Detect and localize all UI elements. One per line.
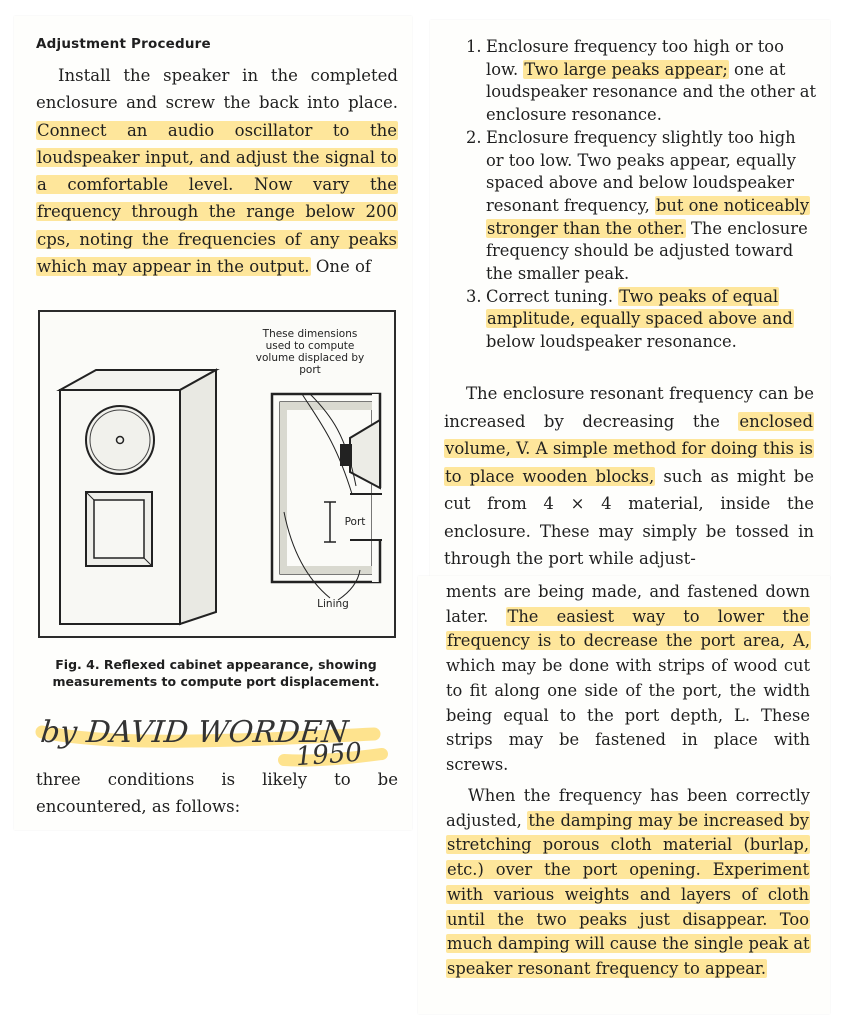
damping-text: When the frequency has been correctly adjusted, xyxy=(446,786,810,830)
volume-paragraph xyxy=(444,380,814,573)
figure-caption: Fig. 4. Reflexed cabinet appearance, showing measurements to compute port displacement. xyxy=(52,657,380,689)
left-clipping xyxy=(14,16,412,830)
area-text: ments are being made, and fastened down later. xyxy=(446,582,810,626)
intro-plain-start: Install the speaker in the completed enclosure and screw the back into place. xyxy=(36,66,398,113)
area-highlight: The easiest way to lower the frequency is to decrease the port area, A, xyxy=(447,606,810,651)
conditions-list xyxy=(466,36,816,354)
list-highlight: Two large peaks appear; xyxy=(524,59,728,79)
dimension-note: These dimensions used to compute volume displaced by port xyxy=(255,328,365,376)
intro-highlight: Connect an audio oscillator to the loudspeaker input, and adjust the signal to a comfortable level. Now vary the frequency through the range below 200 cps, noting the frequencies of any peaks which may appear in the output. xyxy=(37,120,397,277)
list-highlight: Two peaks of equal amplitude, equally spaced above and xyxy=(487,286,793,329)
list-item xyxy=(466,36,816,127)
list-highlight: but one noticeably stronger than the other. xyxy=(487,195,810,238)
cabinet-figure xyxy=(38,310,396,638)
list-text: Enclosure frequency slightly too high or too low. Two peaks appear, equally spaced above and below loudspeaker resonant frequency, xyxy=(486,127,796,215)
list-number: 3. xyxy=(466,286,482,306)
damping-paragraph xyxy=(446,784,810,982)
list-text-end: The enclosure frequency should be adjusted toward the smaller peak. xyxy=(486,218,808,284)
list-text-end: one at loudspeaker resonance and the other at enclosure resonance. xyxy=(486,59,816,125)
list-number: 1. xyxy=(466,37,482,56)
intro-paragraph xyxy=(36,62,398,280)
area-text-end: which may be done with strips of wood cut to fit along one side of the port, the width being equal to the port depth, L. These strips may be fastened in place with screws. xyxy=(446,656,810,774)
volume-text-end: such as might be cut from 4 × 4 material, inside the enclosure. These may simply be tossed in through the port while adjust- xyxy=(444,466,814,568)
list-text-end: below loudspeaker resonance. xyxy=(486,332,737,352)
intro-plain-end: One of xyxy=(315,257,372,277)
list-item xyxy=(466,127,816,286)
port-label: Port xyxy=(344,516,366,528)
right-bottom-clipping xyxy=(418,576,830,1014)
list-text: Correct tuning. xyxy=(486,286,614,306)
signature-year: 1950 xyxy=(294,737,363,772)
list-item xyxy=(466,286,816,354)
handwritten-signature xyxy=(34,702,394,772)
lining-label: Lining xyxy=(317,598,349,610)
section-heading: Adjustment Procedure xyxy=(36,36,211,52)
volume-highlight: enclosed volume, V. A simple method for doing this is to place wooden blocks, xyxy=(445,411,814,486)
list-number: 2. xyxy=(466,127,482,147)
volume-text: The enclosure resonant frequency can be increased by decreasing the xyxy=(444,384,814,431)
continuation-paragraph: three conditions is likely to be encountered, as follows: xyxy=(36,770,398,817)
list-text: Enclosure frequency too high or too low. xyxy=(486,37,784,79)
signature-name: by DAVID WORDEN xyxy=(38,715,350,750)
right-top-clipping xyxy=(430,20,830,580)
port-area-paragraph xyxy=(446,580,810,778)
damping-highlight: the damping may be increased by stretching porous cloth material (burlap, etc.) over the port opening. Experiment with various weights and layers of cloth until the two peaks just disappear. Too much damping will cause the single peak at speaker resonant frequency to appear. xyxy=(447,810,810,978)
